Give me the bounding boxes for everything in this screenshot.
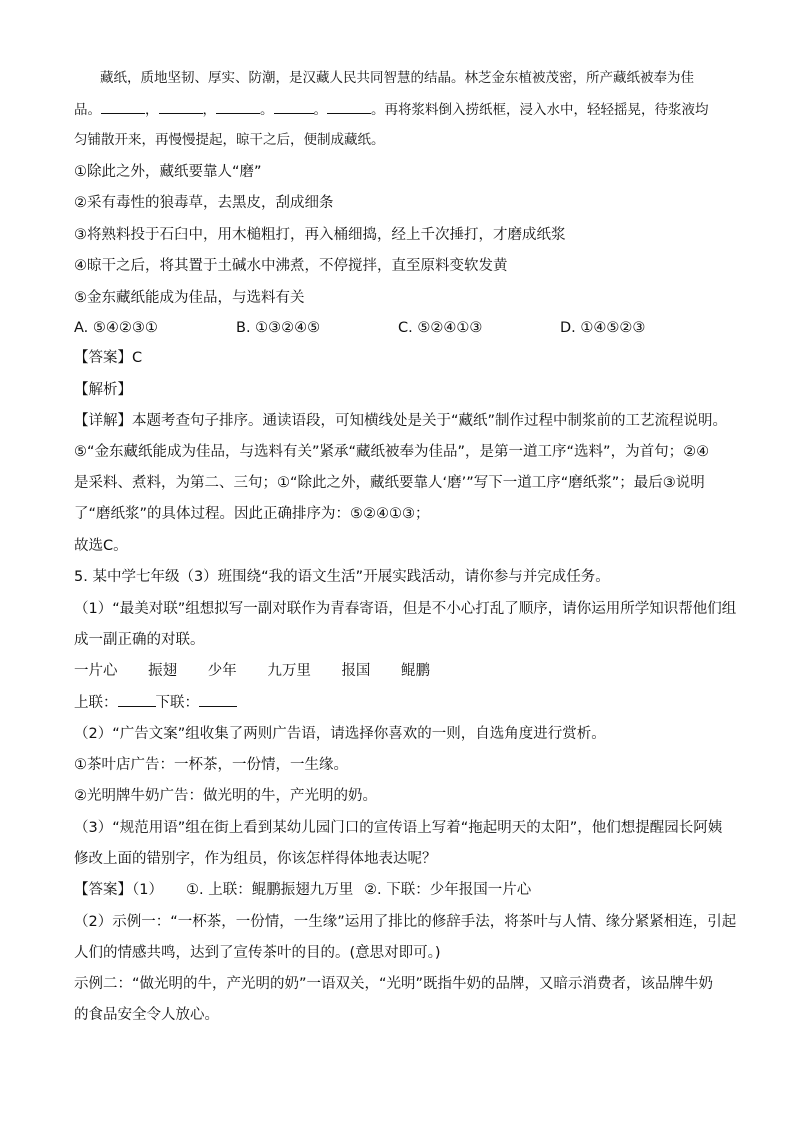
example-line: 人们的情感共鸣，达到了宣传茶叶的目的。(意思对即可。) (74, 945, 441, 961)
answer-blank (274, 99, 314, 114)
analysis-line: 是采料、煮料，为第二、三句；①“除此之外，藏纸要靠人‘磨’”写下一道工序“磨纸浆”；最后③说明 (74, 475, 705, 491)
analysis-line: 【详解】本题考查句子排序。通读语段，可知横线处是关于“藏纸”制作过程中制浆前的工艺流程说明。 (74, 413, 728, 429)
analysis-line: ⑤“金东藏纸能成为佳品，与选料有关”紧承“藏纸被奉为佳品”，是第一道工序“选料”，为首句；②④ (74, 444, 710, 460)
passage-line-2 (74, 99, 724, 120)
option-d: D. ①④⑤②③ (560, 320, 646, 336)
answer-item: ②. 下联：少年报国一片心 (364, 882, 532, 898)
passage-line-2-start: 品。 (74, 102, 101, 118)
sentence-item: ③将熟料投于石臼中，用木槌粗打，再入桶细捣，经上千次捶打，才磨成纸浆 (74, 227, 566, 243)
passage-line-2-end: 。再将浆料倒入捞纸框，浸入水中，轻轻摇晃，待浆液均 (371, 102, 709, 118)
analysis-line: 故选C。 (74, 538, 128, 554)
couplet-blanks (74, 692, 724, 713)
answer-label: 【答案】C (74, 350, 143, 366)
example-line: 示例二：“做光明的牛，产光明的奶”一语双关，“光明”既指牛奶的品牌，又暗示消费者，该品牌牛奶 (74, 976, 714, 992)
option-b: B. ①③②④⑤ (236, 320, 321, 336)
blank-separator: ， (202, 102, 216, 118)
answer-blank (216, 99, 260, 114)
couplet-words (74, 661, 724, 681)
option-c: C. ⑤②④①③ (398, 320, 483, 336)
answer-blank (159, 99, 203, 114)
question-5-part-3: （3）“规范用语”组在街上看到某幼儿园门口的宣传语上写着“拖起明天的太阳”，他们想提醒园长阿姨 (74, 820, 723, 836)
passage-line-1: 藏纸，质地坚韧、厚实、防潮，是汉藏人民共同智慧的结晶。林芝金东植被茂密，所产藏纸被奉为佳 (100, 70, 694, 86)
couplet-word: 鲲鹏 (401, 663, 431, 679)
answer-item: ①. 上联：鲲鹏振翅九万里 (186, 882, 354, 898)
sentence-item: ④晾干之后，将其置于土碱水中沸煮，不停搅拌，直至原料变软发黄 (74, 258, 508, 274)
answer-row (74, 880, 724, 900)
answer-blank (327, 99, 371, 114)
couplet-word: 一片心 (74, 663, 118, 679)
answer-label: 【答案】（1） (74, 882, 163, 898)
answer-blank (118, 692, 156, 707)
blank-separator: 。 (260, 102, 274, 118)
answer-blank (199, 692, 237, 707)
couplet-down-label: 下联： (155, 695, 199, 711)
couplet-word: 九万里 (267, 663, 311, 679)
question-5-part-1: （1）“最美对联”组想拟写一副对联作为青春寄语，但是不小心打乱了顺序，请你运用所学知识帮他们组 (74, 601, 737, 617)
question-5-part-2: （2）“广告文案”组收集了两则广告语，请选择你喜欢的一则，自选角度进行赏析。 (74, 726, 606, 742)
question-5-part-3-cont: 修改上面的错别字，作为组员，你该怎样得体地表达呢？ (74, 851, 437, 867)
analysis-line: 了“磨纸浆”的具体过程。因此正确排序为：⑤②④①③； (74, 506, 430, 522)
question-5-stem: 5. 某中学七年级（3）班围绕“我的语文生活”开展实践活动，请你参与并完成任务。 (74, 569, 610, 585)
couplet-word: 报国 (341, 663, 371, 679)
blank-separator: ， (145, 102, 159, 118)
option-a: A. ⑤④②③① (74, 320, 158, 336)
couplet-up-label: 上联： (74, 695, 118, 711)
ad-item: ②光明牌牛奶广告：做光明的牛，产光明的奶。 (74, 788, 377, 804)
example-line: 的食品安全令人放心。 (74, 1007, 219, 1023)
passage-line-3: 匀铺散开来，再慢慢提起，晾干之后，便制成藏纸。 (74, 132, 385, 148)
analysis-label: 【解析】 (74, 382, 132, 398)
example-line: （2）示例一：“一杯茶，一份情，一生缘”运用了排比的修辞手法，将茶叶与人情、缘分紧紧相连，引起 (74, 914, 737, 930)
sentence-item: ②采有毒性的狼毒草，去黑皮，刮成细条 (74, 195, 334, 211)
blank-separator: 。 (313, 102, 327, 118)
couplet-word: 振翅 (148, 663, 178, 679)
answer-blank (101, 99, 145, 114)
sentence-item: ⑤金东藏纸能成为佳品，与选料有关 (74, 290, 305, 306)
sentence-item: ①除此之外，藏纸要靠人“磨” (74, 164, 262, 180)
question-5-part-1-cont: 成一副正确的对联。 (74, 632, 205, 648)
couplet-word: 少年 (207, 663, 237, 679)
ad-item: ①茶叶店广告：一杯茶，一份情，一生缘。 (74, 757, 348, 773)
